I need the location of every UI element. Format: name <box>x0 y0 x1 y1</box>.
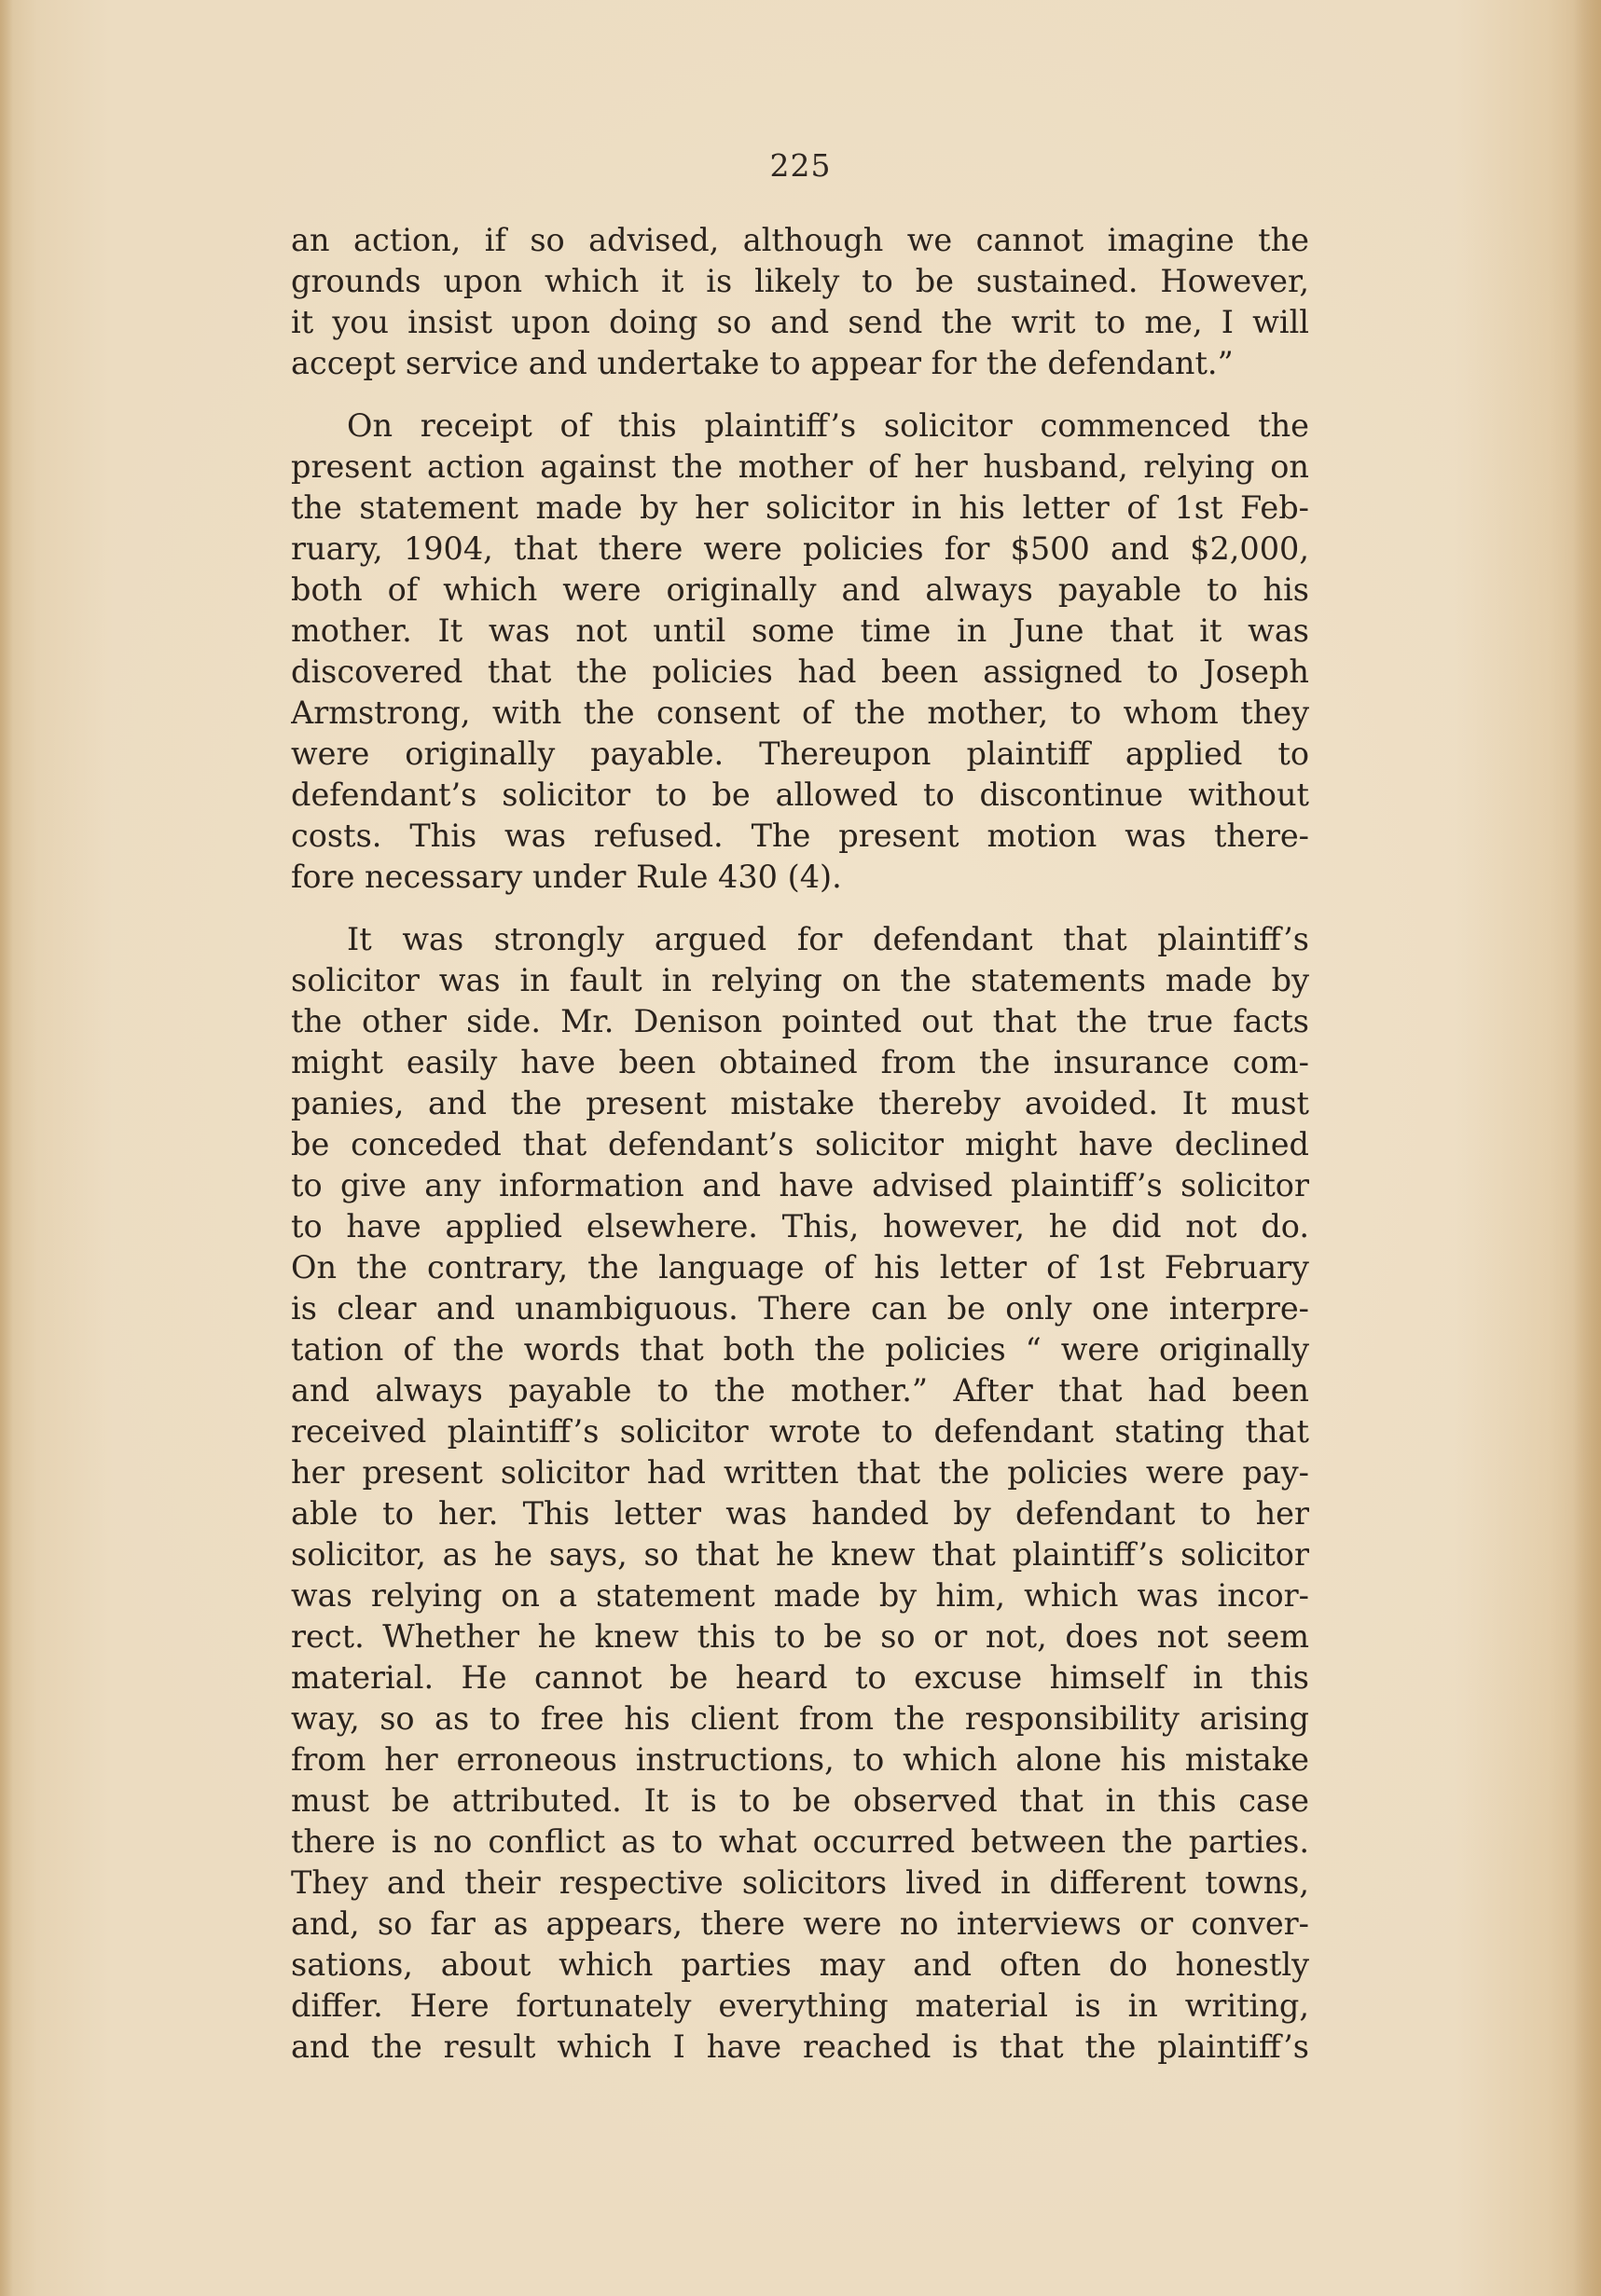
text-line: able to her. This letter was handed by defendant to her <box>291 1495 1309 1532</box>
text-line: sations, about which parties may and often do honestly <box>291 1946 1309 1983</box>
text-line: fore necessary under Rule 430 (4). <box>291 859 842 895</box>
text-line: On receipt of this plaintiff’s solicitor commenced the <box>347 407 1309 444</box>
text-line: and always payable to the mother.” After that had been <box>291 1372 1309 1409</box>
text-line: On the contrary, the language of his letter of 1st February <box>291 1249 1309 1285</box>
text-line: grounds upon which it is likely to be sustained. However, <box>291 263 1309 299</box>
text-line: to give any information and have advised plaintiff’s solicitor <box>291 1167 1309 1203</box>
text-line: and the result which I have reached is that the plaintiff’s <box>291 2028 1309 2065</box>
text-line: to have applied elsewhere. This, however, he did not do. <box>291 1208 1309 1244</box>
text-line: material. He cannot be heard to excuse himself in this <box>291 1659 1309 1696</box>
text-line: and, so far as appears, there were no interviews or conver- <box>291 1905 1309 1942</box>
text-line: costs. This was refused. The present motion was there- <box>291 818 1309 854</box>
paragraph-2 <box>291 406 1309 898</box>
text-line: differ. Here fortunately everything material is in writing, <box>291 1987 1309 2024</box>
text-line: present action against the mother of her husband, relying on <box>291 448 1309 485</box>
text-line: an action, if so advised, although we cannot imagine the <box>291 222 1309 258</box>
text-line: rect. Whether he knew this to be so or not, does not seem <box>291 1618 1309 1655</box>
text-line: the statement made by her solicitor in his letter of 1st Feb- <box>291 489 1309 526</box>
text-line: the other side. Mr. Denison pointed out that the true facts <box>291 1003 1309 1039</box>
text-line: solicitor, as he says, so that he knew that plaintiff’s solicitor <box>291 1536 1309 1573</box>
body-text <box>291 220 1309 2068</box>
text-line: there is no conflict as to what occurred between the parties. <box>291 1823 1309 1860</box>
text-line: received plaintiff’s solicitor wrote to defendant stating that <box>291 1413 1309 1450</box>
page-edge-shadow <box>1573 0 1601 2296</box>
text-line: tation of the words that both the policies “ were originally <box>291 1331 1309 1368</box>
page-number: 225 <box>769 147 832 184</box>
text-line: be conceded that defendant’s solicitor might have declined <box>291 1126 1309 1162</box>
text-line: might easily have been obtained from the insurance com- <box>291 1044 1309 1080</box>
text-line: from her erroneous instructions, to which alone his mistake <box>291 1741 1309 1778</box>
text-line: was relying on a statement made by him, which was incor- <box>291 1577 1309 1614</box>
text-line: accept service and undertake to appear for the defendant.” <box>291 345 1234 381</box>
text-line: were originally payable. Thereupon plaintiff applied to <box>291 736 1309 772</box>
text-line: It was strongly argued for defendant that plaintiff’s <box>347 921 1309 957</box>
page-spine-shadow <box>0 0 13 2296</box>
text-line: her present solicitor had written that the policies were pay- <box>291 1454 1309 1491</box>
text-line: ruary, 1904, that there were policies for $500 and $2,000, <box>291 530 1309 567</box>
text-line: both of which were originally and always payable to his <box>291 571 1309 608</box>
text-line: solicitor was in fault in relying on the statements made by <box>291 962 1309 998</box>
text-line: it you insist upon doing so and send the writ to me, I will <box>291 304 1309 340</box>
text-line: must be attributed. It is to be observed that in this case <box>291 1782 1309 1819</box>
text-line: Armstrong, with the consent of the mother, to whom they <box>291 694 1309 731</box>
paragraph-3 <box>291 919 1309 2068</box>
text-line: discovered that the policies had been assigned to Joseph <box>291 653 1309 690</box>
text-line: is clear and unambiguous. There can be only one interpre- <box>291 1290 1309 1327</box>
text-line: They and their respective solicitors lived in different towns, <box>291 1864 1309 1901</box>
text-line: mother. It was not until some time in June that it was <box>291 612 1309 649</box>
text-line: way, so as to free his client from the responsibility arising <box>291 1700 1309 1737</box>
paragraph-1 <box>291 220 1309 384</box>
text-line: defendant’s solicitor to be allowed to discontinue without <box>291 777 1309 813</box>
text-line: panies, and the present mistake thereby avoided. It must <box>291 1085 1309 1121</box>
